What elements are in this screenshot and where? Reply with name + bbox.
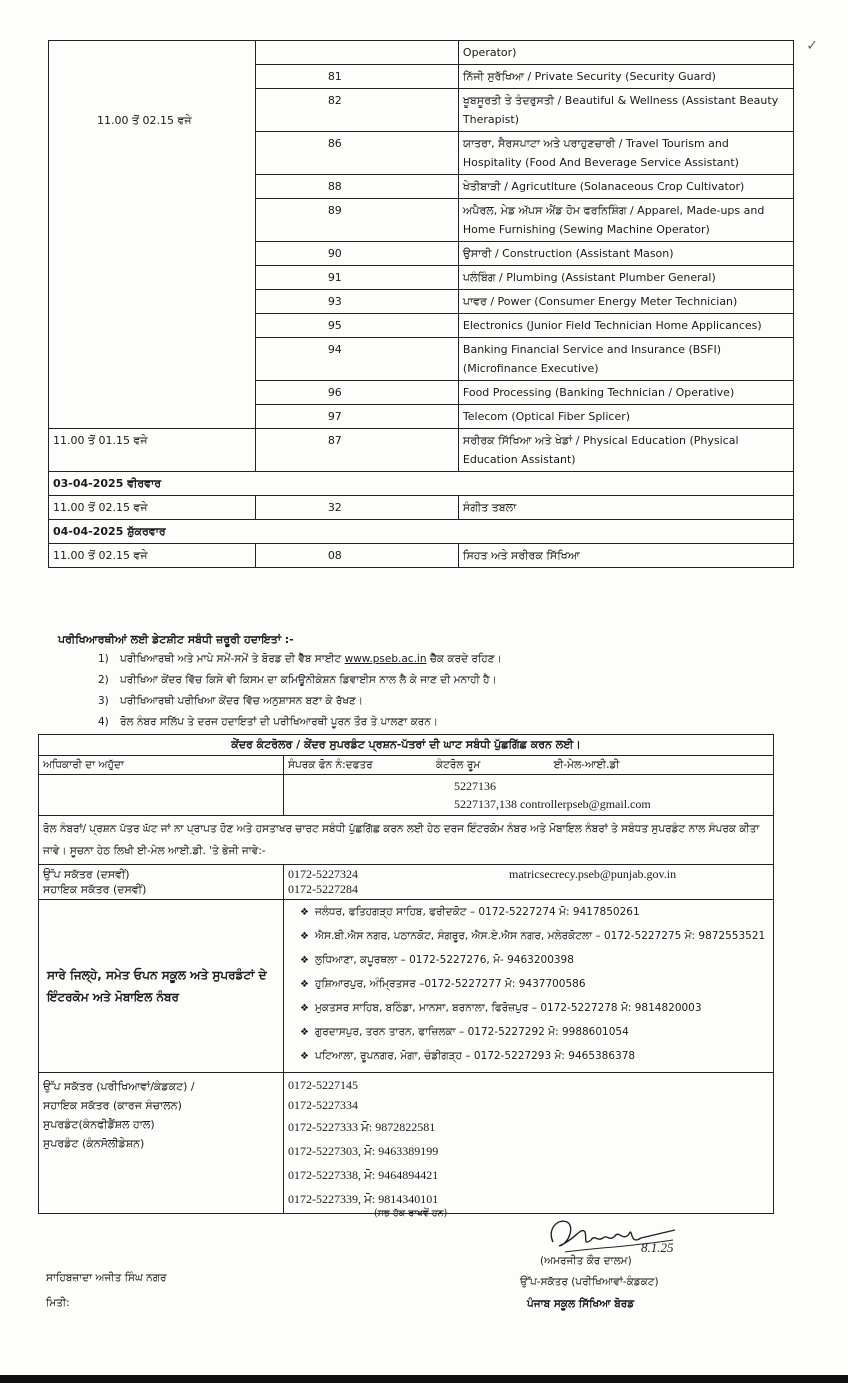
exam-date: 04-04-2025 ਸ਼ੁੱਕਰਵਾਰ xyxy=(49,520,794,544)
code-cell: 08 xyxy=(255,544,458,568)
code-cell: 91 xyxy=(255,266,458,290)
subject-cell: ਉਸਾਰੀ / Construction (Assistant Mason) xyxy=(458,242,793,266)
schedule-row xyxy=(49,496,794,520)
rights-reserved: (ਸਭ ਹੱਕ ਰਾਖਵੇਂ ਹਨ) xyxy=(374,1208,448,1219)
control-phone-1: 5227136 xyxy=(454,779,496,793)
code-cell: 95 xyxy=(255,314,458,338)
subject-cell: Food Processing (Banking Technician / Operative) xyxy=(458,381,793,405)
subject-cell: ਸੰਗੀਤ ਤਬਲਾ xyxy=(458,496,793,520)
instruction-text: ਪਰੀਖਿਆਰਥੀ ਅਤੇ ਮਾਪੇ ਸਮੇਂ-ਸਮੇਂ ਤੇ ਬੋਰਡ ਦੀ ਵੈੱਬ ਸਾਈਟ xyxy=(120,653,345,665)
code-cell: 94 xyxy=(255,338,458,381)
col-phone-header xyxy=(284,756,774,775)
instruction-number: 3) xyxy=(98,695,109,707)
secrecy-officer-1: ਉੱਪ ਸਕੱਤਰ (ਦਸਵੀਂ) xyxy=(43,868,130,881)
district-contact: ਪਟਿਆਲਾ, ਰੂਪਨਗਰ, ਮੋਗਾ, ਚੰਡੀਗੜ੍ਹ – 0172-5227293 ਮੋ: 9465386378 xyxy=(314,1050,636,1062)
code-cell: 82 xyxy=(255,89,458,132)
exam-phone: 0172-5227334 xyxy=(288,1098,358,1112)
code-cell xyxy=(255,41,458,65)
instruction-item xyxy=(98,695,502,716)
instruction-number: 1) xyxy=(98,653,109,665)
secrecy-officer-2: ਸਹਾਇਕ ਸਕੱਤਰ (ਦਸਵੀਂ) xyxy=(43,883,147,896)
district-contact: ਐਸ.ਬੀ.ਐਸ ਨਗਰ, ਪਠਾਨਕੋਟ, ਸੰਗਰੂਰ, ਐਸ.ਏ.ਐਸ ਨਗਰ, ਮਲੇਰਕੋਟਲਾ – 0172-5227275 ਮੋ: 9872553521 xyxy=(314,930,766,942)
secrecy-contact-cell xyxy=(284,865,774,900)
district-item xyxy=(300,950,769,974)
signatory-designation: ਉੱਪ-ਸਕੱਤਰ (ਪਰੀਖਿਆਵਾਂ-ਕੰਡਕਟ) xyxy=(520,1276,659,1288)
district-item xyxy=(300,974,769,998)
place-label: ਸਾਹਿਬਜ਼ਾਦਾ ਅਜੀਤ ਸਿੰਘ ਨਗਰ xyxy=(46,1272,167,1284)
instructions-list xyxy=(98,653,502,737)
diamond-bullet-icon: ❖ xyxy=(300,1027,309,1038)
district-contact: ਲੁਧਿਆਣਾ, ਕਪੂਰਥਲਾ – 0172-5227276, ਮੋ- 9463200398 xyxy=(314,954,574,966)
districts-cell xyxy=(284,900,774,1073)
district-contact: ਹੁਸ਼ਿਆਰਪੁਰ, ਅੰਮ੍ਰਿਤਸਰ –0172-5227277 ਮੋ: 9437700586 xyxy=(314,978,586,990)
instruction-text: ਪਰੀਖਿਆਰਥੀ ਪਰੀਖਿਆ ਕੇਂਦਰ ਵਿੱਚ ਅਨੁਸ਼ਾਸਨ ਬਣਾ ਕੇ ਰੱਖਣ। xyxy=(120,695,363,707)
schedule-table xyxy=(48,40,794,568)
control-officer-cell xyxy=(39,775,284,816)
exam-officer: ਸੁਪਰਡੰਟ(ਕੰਨਫੀਡੈਂਸ਼ਲ ਹਾਲ) xyxy=(43,1118,155,1131)
secrecy-email: matricsecrecy.pseb@punjab.gov.in xyxy=(509,867,677,881)
instruction-number: 2) xyxy=(98,674,109,686)
col-control-label: ਕੰਟਰੋਲ ਰੂਮ xyxy=(436,759,481,771)
date-label: ਮਿਤੀ: xyxy=(46,1297,70,1309)
schedule-row xyxy=(49,41,794,65)
exam-officer: ਉੱਪ ਸਕੱਤਰ (ਪਰੀਖਿਆਵਾਂ/ਕੰਡਕਟ) / xyxy=(43,1080,195,1093)
subject-cell: ਖੂਬਸੂਰਤੀ ਤੇ ਤੰਦਰੁਸਤੀ / Beautiful & Wellness (Assistant Beauty Therapist) xyxy=(458,89,793,132)
districts-label: ਸਾਰੇ ਜਿਲ੍ਹੇ, ਸਮੇਤ ਓਪਨ ਸਕੂਲ ਅਤੇ ਸੁਪਰਡੰਟਾਂ ਦੇ ਇੰਟਰਕੋਮ ਅਤੇ ਮੋਬਾਇਲ ਨੰਬਰ xyxy=(39,900,284,1073)
code-cell: 32 xyxy=(255,496,458,520)
col-officer-header: ਅਧਿਕਾਰੀ ਦਾ ਅਹੁੱਦਾ xyxy=(39,756,284,775)
code-cell: 89 xyxy=(255,199,458,242)
contacts-note: ਰੋਲ ਨੰਬਰਾਂ/ ਪ੍ਰਸ਼ਨ ਪੱਤਰ ਘੱਟ ਜਾਂ ਨਾ ਪ੍ਰਾਪਤ ਹੋਣ ਅਤੇ ਹਸਤਾਖਰ ਚਾਰਟ ਸਬੰਧੀ ਪੁੱਛਗਿੱਛ ਕਰਨ ਲਈ ਹੇਠ ਦਰਜ ਇੰਟਰਕੋਮ ਨੰਬਰ ਅਤੇ ਮੋਬਾਇਲ ਨੰਬਰਾਂ ਤੇ ਸਬੰਧਤ ਸੁਪਰਡੰਟ ਨਾਲ ਸੰਪਰਕ ਕੀਤਾ ਜਾਵੇ। ਸੂਚਨਾ ਹੇਠ ਲਿਖੀ ਈ-ਮੇਲ ਆਈ.ਡੀ. 'ਤੇ ਭੇਜੀ ਜਾਵੇ:- xyxy=(39,816,774,865)
time-cell: 11.00 ਤੋਂ 02.15 ਵਜੇ xyxy=(49,544,256,568)
diamond-bullet-icon: ❖ xyxy=(300,955,309,966)
code-cell: 81 xyxy=(255,65,458,89)
subject-cell: ਸਿਹਤ ਅਤੇ ਸਰੀਰਕ ਸਿੱਖਿਆ xyxy=(458,544,793,568)
code-cell: 90 xyxy=(255,242,458,266)
scan-border xyxy=(0,1375,848,1383)
exam-phone: 0172-5227339, ਮੋ: 9814340101 xyxy=(288,1192,439,1206)
subject-cell: Electronics (Junior Field Technician Home Applicances) xyxy=(458,314,793,338)
exam-officers-cell xyxy=(39,1073,284,1214)
districts-list xyxy=(300,902,769,1070)
signature-date: 8.1.25 xyxy=(641,1240,674,1255)
diamond-bullet-icon: ❖ xyxy=(300,931,309,942)
control-phone-2: 5227137,138 xyxy=(454,797,517,811)
code-cell: 87 xyxy=(255,429,458,472)
code-cell: 86 xyxy=(255,132,458,175)
district-item xyxy=(300,1022,769,1046)
subject-cell: ਪਾਵਰ / Power (Consumer Energy Meter Technician) xyxy=(458,290,793,314)
exam-phone: 0172-5227145 xyxy=(288,1078,358,1092)
signatory-name: (ਅਮਰਜੀਤ ਕੌਰ ਦਾਲਮ) xyxy=(540,1255,632,1267)
district-contact: ਮੁਕਤਸਰ ਸਾਹਿਬ, ਬਠਿੰਡਾ, ਮਾਨਸਾ, ਬਰਨਾਲਾ, ਫਿਰੋਜ਼ਪੁਰ – 0172-5227278 ਮੋ: 9814820003 xyxy=(314,1002,702,1014)
code-cell: 93 xyxy=(255,290,458,314)
col-phone-label: ਸੰਪਰਕ ਫੋਨ ਨੰ:ਦਫਤਰ xyxy=(288,759,373,771)
secrecy-phone-2: 0172-5227284 xyxy=(288,882,358,896)
subject-cell: ਨਿੱਜੀ ਸੁਰੱਖਿਆ / Private Security (Security Guard) xyxy=(458,65,793,89)
district-contact: ਗੁਰਦਾਸਪੁਰ, ਤਰਨ ਤਾਰਨ, ਫਾਜ਼ਿਲਕਾ – 0172-5227292 ਮੋ: 9988601054 xyxy=(314,1026,629,1038)
exam-officer: ਸੁਪਰਡੰਟ (ਕੰਨਸੋਲੀਡੇਸ਼ਨ) xyxy=(43,1137,145,1150)
secrecy-officer-cell xyxy=(39,865,284,900)
instruction-item xyxy=(98,674,502,695)
instruction-number: 4) xyxy=(98,716,109,728)
exam-phone: 0172-5227338, ਮੋ: 9464894421 xyxy=(288,1168,439,1182)
exam-officer: ਸਹਾਇਕ ਸਕੱਤਰ (ਕਾਰਜ ਸੰਚਾਲਨ) xyxy=(43,1099,182,1112)
subject-cell: ਖੇਤੀਬਾੜੀ / Agricutlture (Solanaceous Crop Cultivator) xyxy=(458,175,793,199)
exam-phone: 0172-5227333 ਮੋ: 9872822581 xyxy=(288,1120,436,1134)
subject-cell: ਅਪੈਰਲ, ਮੇਡ ਅੱਪਸ ਐਂਡ ਹੋਮ ਫਰਨਿਸ਼ਿੰਗ / Apparel, Made-ups and Home Furnishing (Sewing Machine Operator) xyxy=(458,199,793,242)
subject-cell: ਯਾਤਰਾ, ਸੈਰਸਪਾਟਾ ਅਤੇ ਪਰਾਹੁਣਚਾਰੀ / Travel Tourism and Hospitality (Food And Beverage Service Assistant) xyxy=(458,132,793,175)
district-item xyxy=(300,902,769,926)
website-link[interactable]: www.pseb.ac.in xyxy=(344,653,427,665)
check-mark-icon: ✓ xyxy=(806,38,818,54)
schedule-row xyxy=(49,429,794,472)
subject-cell: Telecom (Optical Fiber Splicer) xyxy=(458,405,793,429)
instructions-heading: ਪਰੀਖਿਆਰਥੀਆਂ ਲਈ ਡੇਟਸ਼ੀਟ ਸਬੰਧੀ ਜ਼ਰੂਰੀ ਹਦਾਇਤਾਂ :- xyxy=(58,633,294,646)
instruction-item xyxy=(98,653,502,674)
secrecy-phone-1: 0172-5227324 xyxy=(288,867,358,881)
code-cell: 88 xyxy=(255,175,458,199)
exam-phones-list xyxy=(288,1075,769,1211)
instruction-text-end: ਚੈੱਕ ਕਰਦੇ ਰਹਿਣ। xyxy=(426,653,502,665)
subject-cell: Banking Financial Service and Insurance (BSFI) (Microfinance Executive) xyxy=(458,338,793,381)
diamond-bullet-icon: ❖ xyxy=(300,979,309,990)
exam-phone: 0172-5227303, ਮੋ: 9463389199 xyxy=(288,1144,439,1158)
instruction-text: ਪਰੀਖਿਆ ਕੇਂਦਰ ਵਿੱਚ ਕਿਸੇ ਵੀ ਕਿਸਮ ਦਾ ਕਮਿਊਨੀਕੇਸ਼ਨ ਡਿਵਾਈਸ ਨਾਲ ਲੈ ਕੇ ਜਾਣ ਦੀ ਮਨਾਹੀ ਹੈ। xyxy=(120,674,497,686)
date-row xyxy=(49,472,794,496)
control-contact-cell xyxy=(284,775,774,816)
subject-cell: ਸਰੀਰਕ ਸਿੱਖਿਆ ਅਤੇ ਖੇਡਾਂ / Physical Education (Physical Education Assistant) xyxy=(458,429,793,472)
schedule-row xyxy=(49,544,794,568)
col-email-label: ਈ-ਮੇਲ-ਆਈ.ਡੀ xyxy=(553,759,620,771)
control-email: controllerpseb@gmail.com xyxy=(520,797,651,811)
subject-cell: Operator) xyxy=(458,41,793,65)
instruction-text: ਰੋਲ ਨੰਬਰ ਸਲਿੱਪ ਤੇ ਦਰਜ ਹਦਾਇਤਾਂ ਦੀ ਪਰੀਖਿਆਰਥੀ ਪੂਰਨ ਤੌਰ ਤੇ ਪਾਲਣਾ ਕਰਨ। xyxy=(120,716,438,728)
time-cell: 11.00 ਤੋਂ 01.15 ਵਜੇ xyxy=(49,429,256,472)
district-contact: ਜਲੰਧਰ, ਫਤਿਹਗੜ੍ਹ ਸਾਹਿਬ, ਫਰੀਦਕੋਟ – 0172-5227274 ਮੋ: 9417850261 xyxy=(314,906,640,918)
board-name: ਪੰਜਾਬ ਸਕੂਲ ਸਿੱਖਿਆ ਬੋਰਡ xyxy=(527,1298,635,1310)
time-cell: 11.00 ਤੋਂ 02.15 ਵਜੇ xyxy=(49,496,256,520)
subject-cell: ਪਲੰਬਿੰਗ / Plumbing (Assistant Plumber General) xyxy=(458,266,793,290)
contacts-table xyxy=(38,734,774,1214)
time-cell: 11.00 ਤੋਂ 02.15 ਵਜੇ xyxy=(49,41,256,429)
district-item xyxy=(300,998,769,1022)
code-cell: 97 xyxy=(255,405,458,429)
exam-date: 03-04-2025 ਵੀਰਵਾਰ xyxy=(49,472,794,496)
diamond-bullet-icon: ❖ xyxy=(300,1003,309,1014)
diamond-bullet-icon: ❖ xyxy=(300,1051,309,1062)
district-item xyxy=(300,926,769,950)
date-row xyxy=(49,520,794,544)
exam-phones-cell xyxy=(284,1073,774,1214)
district-item xyxy=(300,1046,769,1070)
code-cell: 96 xyxy=(255,381,458,405)
diamond-bullet-icon: ❖ xyxy=(300,907,309,918)
contacts-header: ਕੇਂਦਰ ਕੰਟਰੋਲਰ / ਕੇਂਦਰ ਸੁਪਰਡੰਟ ਪ੍ਰਸ਼ਨ-ਪੱਤਰਾਂ ਦੀ ਘਾਟ ਸਬੰਧੀ ਪੁੱਛਗਿੱਛ ਕਰਨ ਲਈ। xyxy=(39,735,774,756)
